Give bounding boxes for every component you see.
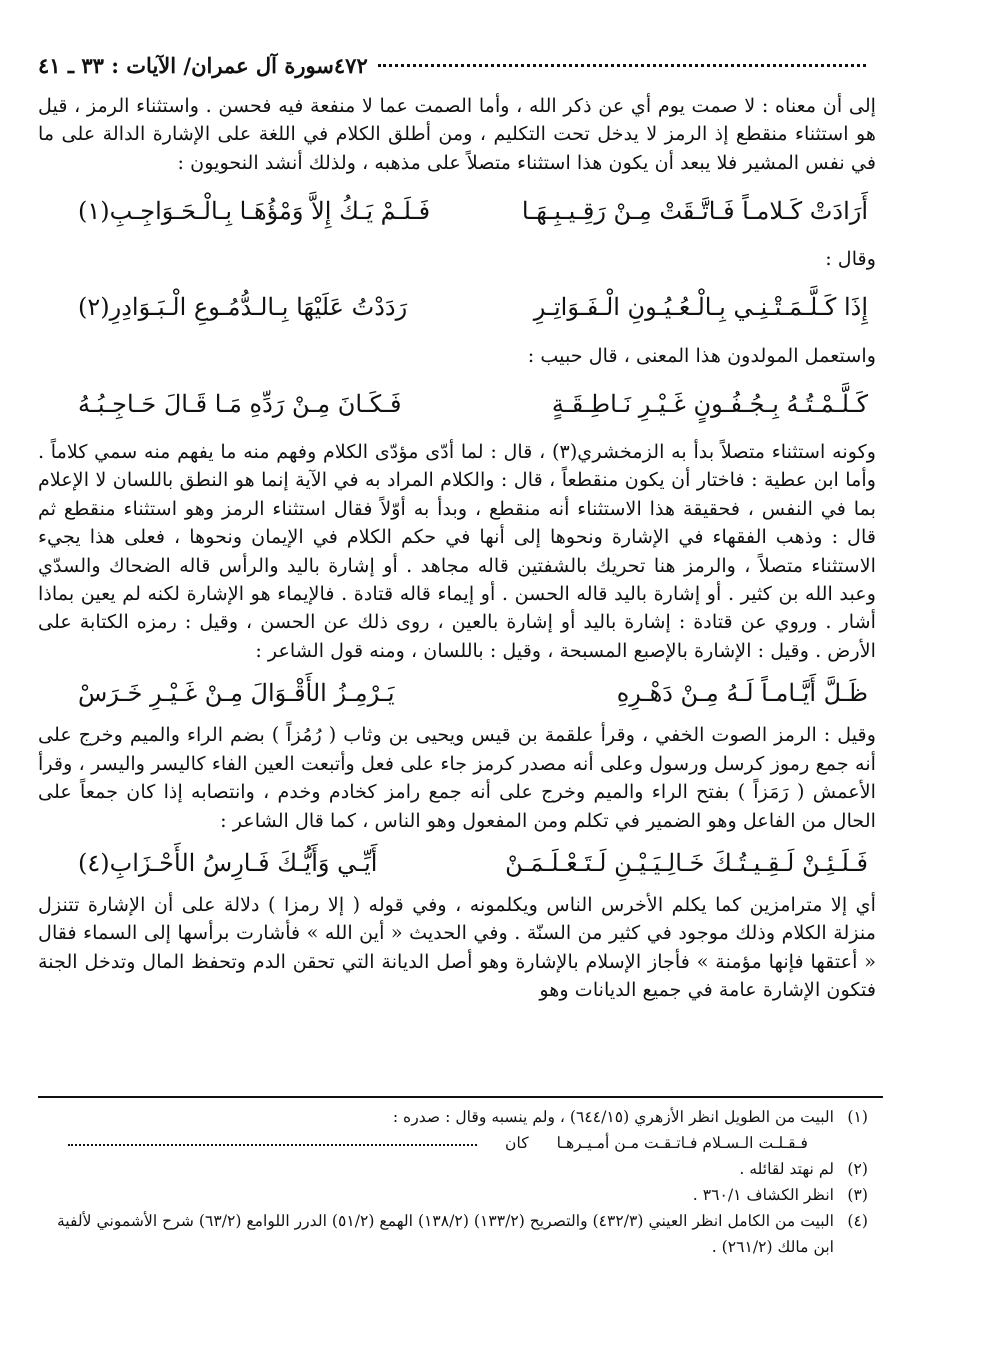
verse-4-first-hemistich: ظَـلَّ أَيَّـامـاً لَـهُ مِـنْ دَهْـرِهِ [616, 679, 868, 708]
verse-5 [38, 835, 876, 891]
footnote-separator [38, 1096, 883, 1098]
footnote-4 [38, 1208, 868, 1260]
paragraph-1: إلى أن معناه : لا صمت يوم أي عن ذكر الله ، وأما الصمت عما لا منفعة فيه فحسن . واستثناء الرمز ، قيل هو استثناء منقطع إذ الرمز لا يدخل تحت التكليم ، ومن أطلق الكلام في اللغة على الإشارة الدالة على ما في نفس المشير فلا يبعد أن يكون هذا استثناء متصلاً على مذهبه ، ولذلك أنشد النحويون : [38, 94, 876, 174]
paragraph-3: واستعمل المولدون هذا المعنى ، قال حبيب : [527, 343, 876, 367]
paragraph-4: وكونه استثناء متصلاً بدأ به الزمخشري(٣) ، قال : لما أدّى مؤدّى الكلام وفهم منه ما يفهم منه سمي كلاماً . وأما ابن عطية : فاختار أن يكون منقطعاً ، قال : والكلام المراد به في الآية إنما هو النطق باللسان لا الإعلام بما في النفس ، فحقيقة هذا الاستثناء أنه منقطع ، وبدأ به أوّلاً فقال استثناء الرمز وهو استثناء منقطع ثم قال : وذهب الفقهاء في الإشارة ونحوها إلى أنها في حكم الكلام في الإيمان ونحوها ، فعلى هذا يجيء الاستثناء متصلاً ، والرمز هنا تحريك بالشفتين قاله مجاهد . أو إشارة باليد والرأس قاله الضحاك والسدّي وعبد الله بن كثير . أو إشارة باليد قاله الحسن . أو إيماء قاله قتادة . فالإيماء هو الإشارة لكنه لم يعين بماذا أشار . وروي عن قتادة : إشارة باليد أو إشارة بالعين ، روى ذلك عن الحسن ، وقيل : رمزه الكتابة على الأرض . وقيل : الإشارة بالإصبع المسبحة ، وقيل : باللسان ، ومنه قول الشاعر : [38, 440, 877, 662]
header-dotted-leader [378, 63, 866, 67]
verse-3-second-hemistich: فَـكَـانَ مِـنْ رَدِّهِ مَـا قَـالَ حَـاجِـبُـهُ [78, 389, 402, 418]
footnote-verse-first-hemistich: فـقـلـت الـسـلام فـاتـقـت مـن أمـيـرهـا [556, 1134, 808, 1152]
footnote-verse-second-hemistich: كان [505, 1134, 529, 1152]
paragraph-5: وقيل : الرمز الصوت الخفي ، وقرأ علقمة بن قيس ويحيى بن وثاب ( رُمُزاً ) بضم الراء والميم وخرج على أنه جمع رموز كرسل ورسول وعلى أنه مصدر كرمز جاء على فعل وأتبعت العين الفاء كاليسر واليسر ، وقرأ الأعمش ( رَمَزاً ) بفتح الراء والميم وخرج على أنه جمع رامز كخادم وخدم ، وانتصابه إذا كان جمعاً على الحال من الفاعل وهو الضمير في تكلم ومن المفعول وهو الناس ، كما قال الشاعر : [38, 723, 877, 832]
verse-4-second-hemistich: يَـرْمِـزُ الأَقْـوَالَ مِـنْ غَـيْـرِ خَـرَسْ [78, 679, 395, 708]
footnote-verse-dotted-leader [68, 1130, 477, 1146]
footnotes [38, 1104, 868, 1260]
verse-1-first-hemistich: أَرَادَتْ كَـلامـاً فَـاتَّـقَتْ مِـنْ رَقِـيـبِـهَـا [521, 197, 868, 226]
paragraph-2: وقال : [825, 247, 876, 271]
footnote-3 [38, 1182, 868, 1208]
footnote-2 [38, 1156, 868, 1182]
footnote-text: انظر الكشاف ٣٦٠/١ . [692, 1186, 834, 1204]
footnote-number: (٢) [847, 1160, 868, 1178]
verse-2-first-hemistich: إِذَا كَـلَّـمَـتْـنِـي بِـالْـعُـيُـونِ الْـفَـوَاتِـرِ [533, 293, 868, 322]
paragraph-6: أي إلا مترامزين كما يكلم الأخرس الناس ويكلمونه ، وفي قوله ( إلا رمزا ) دلالة على أن الإشارة تتنزل منزلة الكلام وذلك موجود في كثير من السنّة . وفي الحديث « أين الله » فأشارت برأسها إلى السماء فقال « أعتقها فإنها مؤمنة » فأجاز الإسلام بالإشارة وهو أصل الديانة التي تحقن الدم وتحفظ المال وتدخل الجنة فتكون الإشارة عامة في جميع الديانات وهو [38, 892, 876, 1002]
footnote-number: (٣) [847, 1186, 868, 1204]
footnote-number: (١) [847, 1108, 868, 1126]
verse-2-second-hemistich: رَدَدْتُ عَلَيْهَا بِـالـدُّمُـوعِ الْـبَـوَادِرِ(٢) [78, 293, 408, 322]
verse-1-second-hemistich: فَـلَـمْ يَـكُ إِلاَّ وَمْؤُهَـا بِـالْـحَـوَاجِـبِ(١) [78, 197, 431, 226]
footnote-text: البيت من الكامل انظر العيني (٤٣٢/٣) والتصريح (١٣٣/٢) (١٣٨/٢) الهمع (٥١/٢) الدرر اللوامع (٦٣/٢) شرح الأشموني لألفية ابن مالك (٢٦١/٢) . [56, 1212, 834, 1256]
main-text [38, 92, 876, 1005]
verse-1 [38, 177, 876, 245]
running-title: سورة آل عمران/ الآيات : ٣٣ ـ ٤١ [38, 52, 334, 78]
verse-3-first-hemistich: كَـلَّـمْـتُـهُ بِـجُـفُـونٍ غَـيْـرِ نَـاطِـقَـةٍ [551, 389, 868, 418]
verse-5-second-hemistich: أَيِّـي وَأَيُّـكَ فَـارِسُ الأَحْـزَابِ(٤) [78, 848, 378, 877]
footnote-1 [38, 1104, 868, 1130]
footnote-1-verse [38, 1130, 868, 1156]
verse-4 [38, 665, 876, 721]
footnote-text: البيت من الطويل انظر الأزهري (٦٤٤/١٥) ، ولم ينسبه وقال : صدره : [392, 1108, 834, 1126]
page-header [38, 45, 876, 85]
page-number: ٤٧٢ [333, 52, 368, 78]
verse-5-first-hemistich: فَـلَـئِـنْ لَـقِـيـتُـكَ خَـالِـيَـيْـنِ لَـتَـعْـلَـمَـنْ [505, 848, 868, 877]
verse-2 [38, 274, 876, 342]
footnote-text: لم نهتد لقائله . [739, 1160, 834, 1178]
footnote-number: (٤) [847, 1212, 868, 1230]
verse-3 [38, 370, 876, 438]
